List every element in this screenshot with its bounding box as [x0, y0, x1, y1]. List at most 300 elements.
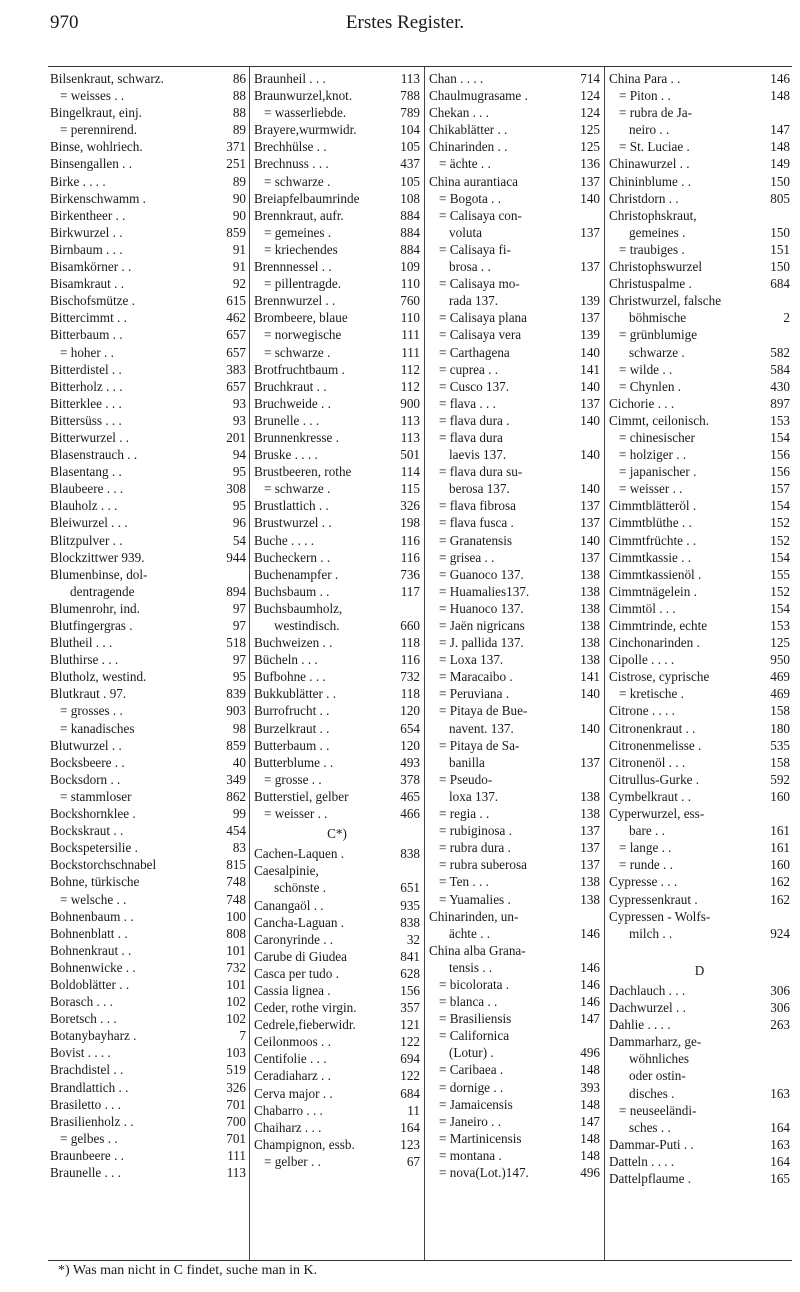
entry-term: Christophswurzel	[609, 259, 703, 275]
index-entry	[50, 104, 246, 121]
entry-term: Birke . . . .	[50, 173, 106, 189]
index-entry	[50, 155, 246, 172]
index-entry	[429, 138, 600, 155]
index-entry	[429, 207, 600, 224]
entry-term: Buche . . . .	[254, 532, 315, 548]
index-entry	[254, 914, 420, 931]
index-entry	[429, 583, 600, 600]
entry-page-number: 137	[580, 823, 600, 839]
index-entry	[429, 805, 600, 822]
entry-page-number: 160	[770, 857, 790, 873]
entry-term: Blauholz . . .	[50, 498, 118, 514]
entry-term: laevis 137.	[449, 447, 507, 463]
index-entry	[429, 634, 600, 651]
entry-page-number: 496	[580, 1165, 600, 1180]
entry-term: Brustwurzel . .	[254, 515, 332, 531]
entry-term: Bohne, türkische	[50, 874, 140, 890]
entry-page-number: 165	[770, 1171, 790, 1186]
entry-term: Burrofrucht . .	[254, 703, 330, 719]
entry-term: = wasserliebde.	[264, 105, 347, 121]
index-entry	[429, 1147, 600, 1164]
index-entry	[429, 771, 600, 788]
index-entry	[254, 617, 420, 634]
entry-page-number: 153	[770, 412, 790, 428]
entry-term: Ceder, rothe virgin.	[254, 1000, 357, 1016]
entry-page-number: 97	[232, 600, 246, 616]
index-entry	[50, 839, 246, 856]
entry-term: Blasentang . .	[50, 464, 122, 480]
entry-page-number: 138	[580, 652, 600, 668]
index-entry	[429, 446, 600, 463]
index-entry	[429, 754, 600, 771]
index-entry	[254, 1102, 420, 1119]
entry-page-number: 125	[770, 635, 790, 651]
entry-term: Christdorn . .	[609, 190, 679, 206]
entry-term: = Loxa 137.	[439, 652, 504, 668]
entry-term: Christwurzel, falsche	[609, 293, 722, 309]
entry-page-number: 306	[770, 982, 790, 998]
index-entry	[609, 241, 790, 258]
entry-page-number: 140	[580, 412, 600, 428]
index-entry	[254, 121, 420, 138]
index-entry	[609, 326, 790, 343]
entry-term: schönste .	[274, 880, 327, 896]
index-entry	[609, 839, 790, 856]
index-entry	[50, 429, 246, 446]
entry-page-number: 137	[580, 498, 600, 514]
entry-term: Binse, wohlriech.	[50, 139, 143, 155]
index-entry	[429, 463, 600, 480]
entry-term: Blaubeere . . .	[50, 481, 124, 497]
entry-page-number: 113	[400, 429, 420, 445]
entry-term: schwarze .	[629, 344, 685, 360]
index-entry	[50, 190, 246, 207]
entry-page-number: 684	[770, 276, 790, 292]
entry-term: neiro . .	[629, 122, 670, 138]
entry-page-number: 592	[770, 771, 790, 787]
entry-page-number: 140	[580, 190, 600, 206]
entry-term: = kanadisches	[60, 720, 135, 736]
entry-term: Canangaöl . .	[254, 897, 324, 913]
index-entry	[429, 873, 600, 890]
index-entry	[609, 412, 790, 429]
index-entry	[254, 446, 420, 463]
entry-page-number: 748	[226, 891, 246, 907]
entry-page-number: 900	[400, 395, 420, 411]
index-entry	[50, 1113, 246, 1130]
index-entry	[609, 1016, 790, 1033]
entry-page-number: 164	[400, 1119, 420, 1135]
entry-term: sches . .	[629, 1119, 671, 1135]
entry-page-number: 139	[580, 293, 600, 309]
index-entry	[50, 1164, 246, 1181]
index-entry	[50, 258, 246, 275]
index-entry	[254, 583, 420, 600]
entry-term: = flava dura .	[439, 412, 510, 428]
entry-term: Carube di Giudea	[254, 948, 348, 964]
entry-term: = weisser . .	[619, 481, 683, 497]
entry-page-number: 116	[400, 652, 420, 668]
index-entry	[50, 993, 246, 1010]
index-entry	[254, 897, 420, 914]
entry-page-number: 383	[226, 361, 246, 377]
entry-page-number: 91	[232, 241, 246, 257]
index-entry	[609, 361, 790, 378]
entry-term: = Caribaea .	[439, 1062, 504, 1078]
entry-page-number: 263	[770, 1017, 790, 1033]
entry-page-number: 732	[400, 669, 420, 685]
entry-page-number: 137	[580, 224, 600, 240]
index-entry	[609, 292, 790, 309]
entry-term: voluta	[449, 224, 482, 240]
index-entry	[254, 651, 420, 668]
index-entry	[50, 532, 246, 549]
index-entry	[609, 463, 790, 480]
index-entry	[609, 925, 790, 942]
entry-term: = stammloser	[60, 788, 132, 804]
entry-term: Casca per tudo .	[254, 965, 339, 981]
entry-page-number: 156	[770, 447, 790, 463]
entry-term: = Pseudo-	[439, 771, 493, 787]
index-entry	[254, 361, 420, 378]
entry-term: Cimmtblätteröl .	[609, 498, 697, 514]
entry-term: = Maracaibo .	[439, 669, 513, 685]
entry-page-number: 141	[580, 669, 600, 685]
index-entry	[429, 173, 600, 190]
index-entry	[429, 942, 600, 959]
index-entry	[254, 931, 420, 948]
entry-term: China alba Grana-	[429, 942, 526, 958]
entry-term: = regia . .	[439, 806, 490, 822]
index-entry	[254, 224, 420, 241]
entry-page-number: 326	[400, 498, 420, 514]
entry-page-number: 701	[226, 1130, 246, 1146]
entry-term: = neuseeländi-	[619, 1102, 697, 1118]
entry-term: Cypressen - Wolfs-	[609, 908, 711, 924]
entry-term: oder ostin-	[629, 1068, 686, 1084]
entry-term: Brustlattich . .	[254, 498, 329, 514]
index-entry	[429, 925, 600, 942]
index-entry	[50, 241, 246, 258]
index-entry	[609, 737, 790, 754]
entry-term: = schwarze .	[264, 481, 331, 497]
index-entry	[254, 754, 420, 771]
index-entry	[254, 429, 420, 446]
index-entry	[50, 1027, 246, 1044]
page-header	[50, 8, 760, 38]
index-entry	[50, 1130, 246, 1147]
entry-term: = runde . .	[619, 857, 673, 873]
index-column-1	[48, 67, 249, 1260]
entry-term: Cancha-Laguan .	[254, 914, 345, 930]
entry-page-number: 935	[400, 897, 420, 913]
entry-page-number: 862	[226, 788, 246, 804]
entry-term: Bittercimmt . .	[50, 310, 127, 326]
entry-page-number: 146	[580, 994, 600, 1010]
entry-term: tensis . .	[449, 959, 493, 975]
index-entry	[609, 771, 790, 788]
entry-term: (Lotur) .	[449, 1045, 494, 1061]
index-column-2	[249, 67, 424, 1260]
entry-term: Cymbelkraut . .	[609, 788, 692, 804]
entry-term: banilla	[449, 754, 485, 770]
index-entry	[50, 275, 246, 292]
entry-page-number: 140	[580, 344, 600, 360]
index-entry	[609, 873, 790, 890]
entry-page-number: 146	[580, 976, 600, 992]
entry-page-number: 105	[400, 173, 420, 189]
entry-term: = rubra de Ja-	[619, 105, 692, 121]
entry-page-number: 138	[580, 583, 600, 599]
entry-term: Cerva major . .	[254, 1085, 333, 1101]
entry-page-number: 94	[232, 447, 246, 463]
entry-term: = blanca . .	[439, 994, 498, 1010]
entry-page-number: 146	[770, 71, 790, 86]
entry-page-number: 95	[232, 498, 246, 514]
index-entry	[50, 617, 246, 634]
index-entry	[429, 429, 600, 446]
entry-page-number: 582	[770, 344, 790, 360]
entry-page-number: 163	[770, 1085, 790, 1101]
index-entry	[429, 224, 600, 241]
entry-term: Blumenrohr, ind.	[50, 600, 140, 616]
index-entry	[50, 173, 246, 190]
entry-term: Blutwurzel . .	[50, 737, 122, 753]
index-entry	[609, 190, 790, 207]
entry-page-number: 466	[400, 806, 420, 822]
entry-term: = gelber . .	[264, 1153, 321, 1169]
entry-term: = ächte . .	[439, 156, 491, 172]
entry-term: Bitterwurzel . .	[50, 429, 130, 445]
entry-term: Bisamkraut . .	[50, 276, 124, 292]
index-entry	[254, 685, 420, 702]
entry-page-number: 535	[770, 737, 790, 753]
entry-page-number: 137	[580, 310, 600, 326]
entry-page-number: 694	[400, 1051, 420, 1067]
index-entry	[609, 822, 790, 839]
entry-page-number: 110	[400, 276, 420, 292]
entry-term: = Pitaya de Bue-	[439, 703, 528, 719]
index-entry	[429, 976, 600, 993]
entry-page-number: 118	[400, 635, 420, 651]
index-entry	[609, 720, 790, 737]
entry-page-number: 651	[400, 880, 420, 896]
entry-term: berosa 137.	[449, 481, 510, 497]
entry-term: = schwarze .	[264, 344, 331, 360]
index-entry	[254, 412, 420, 429]
index-entry	[609, 275, 790, 292]
index-entry	[609, 173, 790, 190]
footnote: *) Was man nicht in C findet, suche man in K.	[58, 1263, 318, 1278]
index-entry	[254, 1050, 420, 1067]
index-entry	[429, 891, 600, 908]
index-entry	[254, 805, 420, 822]
entry-term: = japanischer .	[619, 464, 697, 480]
entry-page-number: 138	[580, 891, 600, 907]
entry-term: Bruske . . . .	[254, 447, 318, 463]
entry-term: Dattelpflaume .	[609, 1171, 692, 1186]
entry-term: = Martinicensis	[439, 1130, 522, 1146]
index-entry	[609, 532, 790, 549]
index-entry	[429, 412, 600, 429]
index-entry	[254, 771, 420, 788]
index-entry	[50, 856, 246, 873]
entry-term: Bohnenbaum . .	[50, 908, 134, 924]
entry-term: = Jamaicensis	[439, 1096, 513, 1112]
index-entry	[609, 856, 790, 873]
index-entry	[254, 965, 420, 982]
entry-term: gemeines .	[629, 224, 686, 240]
index-entry	[609, 104, 790, 121]
entry-page-number: 93	[232, 395, 246, 411]
entry-page-number: 150	[770, 259, 790, 275]
index-entry	[50, 702, 246, 719]
index-entry	[50, 1010, 246, 1027]
entry-page-number: 113	[226, 1165, 246, 1180]
index-entry	[609, 258, 790, 275]
index-entry	[254, 600, 420, 617]
entry-term: Butterblume . .	[254, 754, 334, 770]
entry-page-number: 32	[406, 931, 420, 947]
index-entry	[429, 566, 600, 583]
entry-term: Braunheil . . .	[254, 71, 326, 86]
entry-term: Cimmtfrüchte . .	[609, 532, 697, 548]
index-entry	[609, 1170, 790, 1187]
entry-term: Brennkraut, aufr.	[254, 207, 344, 223]
index-entry	[50, 1147, 246, 1164]
entry-page-number: 140	[580, 378, 600, 394]
entry-term: = Jaën nigricans	[439, 618, 525, 633]
register-index	[48, 66, 792, 1261]
index-entry	[50, 771, 246, 788]
index-entry	[609, 702, 790, 719]
entry-page-number: 139	[580, 327, 600, 343]
index-entry	[609, 87, 790, 104]
entry-term: dentragende	[70, 583, 135, 599]
index-entry	[254, 241, 420, 258]
entry-term: = Piton . .	[619, 88, 671, 104]
index-entry	[429, 378, 600, 395]
entry-term: Braunbeere . .	[50, 1147, 124, 1163]
entry-page-number: 657	[226, 344, 246, 360]
index-entry	[609, 583, 790, 600]
entry-term: Chinarinden . .	[429, 139, 508, 155]
entry-page-number: 137	[580, 515, 600, 531]
index-entry	[429, 344, 600, 361]
entry-page-number: 944	[226, 549, 246, 565]
entry-page-number: 124	[580, 105, 600, 121]
entry-term: Chaiharz . . .	[254, 1119, 322, 1135]
entry-page-number: 700	[226, 1113, 246, 1129]
entry-page-number: 156	[770, 464, 790, 480]
entry-page-number: 99	[232, 806, 246, 822]
entry-term: = Huamalies137.	[439, 583, 530, 599]
entry-term: Blockzittwer 939.	[50, 549, 145, 565]
entry-term: Brandlattich . .	[50, 1079, 129, 1095]
index-entry	[254, 275, 420, 292]
page-number: 970	[50, 12, 79, 33]
entry-term: Birnbaum . . .	[50, 241, 123, 257]
index-entry	[609, 1067, 790, 1084]
entry-term: Chinarinden, un-	[429, 908, 519, 924]
entry-page-number: 162	[770, 874, 790, 890]
index-entry	[254, 549, 420, 566]
entry-term: Dachwurzel . .	[609, 1000, 686, 1016]
entry-term: Brunnenkresse .	[254, 429, 339, 445]
entry-page-number: 125	[580, 139, 600, 155]
entry-page-number: 838	[400, 846, 420, 862]
entry-term: = flava dura	[439, 429, 503, 445]
index-entry	[429, 275, 600, 292]
page-title: Erstes Register.	[345, 12, 465, 33]
entry-term: Citrullus-Gurke .	[609, 771, 700, 787]
index-entry	[254, 1119, 420, 1136]
index-entry	[609, 999, 790, 1016]
entry-term: Bitterdistel . .	[50, 361, 122, 377]
entry-term: Cypressenkraut .	[609, 891, 698, 907]
entry-page-number: 357	[400, 1000, 420, 1016]
entry-page-number: 140	[580, 447, 600, 463]
entry-term: Datteln . . . .	[609, 1153, 675, 1169]
index-entry	[50, 292, 246, 309]
entry-term: Chabarro . . .	[254, 1102, 323, 1118]
entry-term: Ceilonmoos . .	[254, 1034, 331, 1050]
index-entry	[50, 87, 246, 104]
index-entry	[254, 104, 420, 121]
index-entry	[50, 788, 246, 805]
entry-page-number: 894	[226, 583, 246, 599]
entry-page-number: 501	[400, 447, 420, 463]
index-entry	[50, 908, 246, 925]
index-entry	[429, 908, 600, 925]
entry-term: = Bogota . .	[439, 190, 502, 206]
entry-page-number: 122	[400, 1068, 420, 1084]
entry-term: = Brasiliensis	[439, 1011, 512, 1027]
index-entry	[429, 292, 600, 309]
index-entry	[609, 70, 790, 87]
index-entry	[609, 668, 790, 685]
entry-page-number: 137	[580, 395, 600, 411]
index-entry	[50, 668, 246, 685]
index-entry	[609, 1050, 790, 1067]
index-entry	[254, 309, 420, 326]
entry-term: = rubiginosa .	[439, 823, 513, 839]
entry-term: Birkentheer . .	[50, 207, 126, 223]
index-entry	[254, 480, 420, 497]
entry-page-number: 198	[400, 515, 420, 531]
entry-page-number: 714	[580, 71, 600, 86]
entry-page-number: 95	[232, 464, 246, 480]
entry-page-number: 121	[400, 1017, 420, 1033]
entry-term: Butterbaum . .	[254, 737, 330, 753]
entry-term: Brechhülse . .	[254, 139, 327, 155]
entry-page-number: 117	[400, 583, 420, 599]
entry-page-number: 657	[226, 327, 246, 343]
entry-term: Cimmtkassienöl .	[609, 566, 702, 582]
entry-term: Chikablätter . .	[429, 122, 508, 138]
entry-term: = gelbes . .	[60, 1130, 118, 1146]
entry-page-number: 140	[580, 720, 600, 736]
entry-term: = welsche . .	[60, 891, 127, 907]
entry-page-number: 154	[770, 498, 790, 514]
entry-page-number: 88	[232, 105, 246, 121]
entry-term: = grisea . .	[439, 549, 495, 565]
entry-page-number: 140	[580, 686, 600, 702]
entry-term: = kretische .	[619, 686, 684, 702]
entry-page-number: 88	[232, 88, 246, 104]
index-entry	[254, 634, 420, 651]
entry-page-number: 615	[226, 293, 246, 309]
